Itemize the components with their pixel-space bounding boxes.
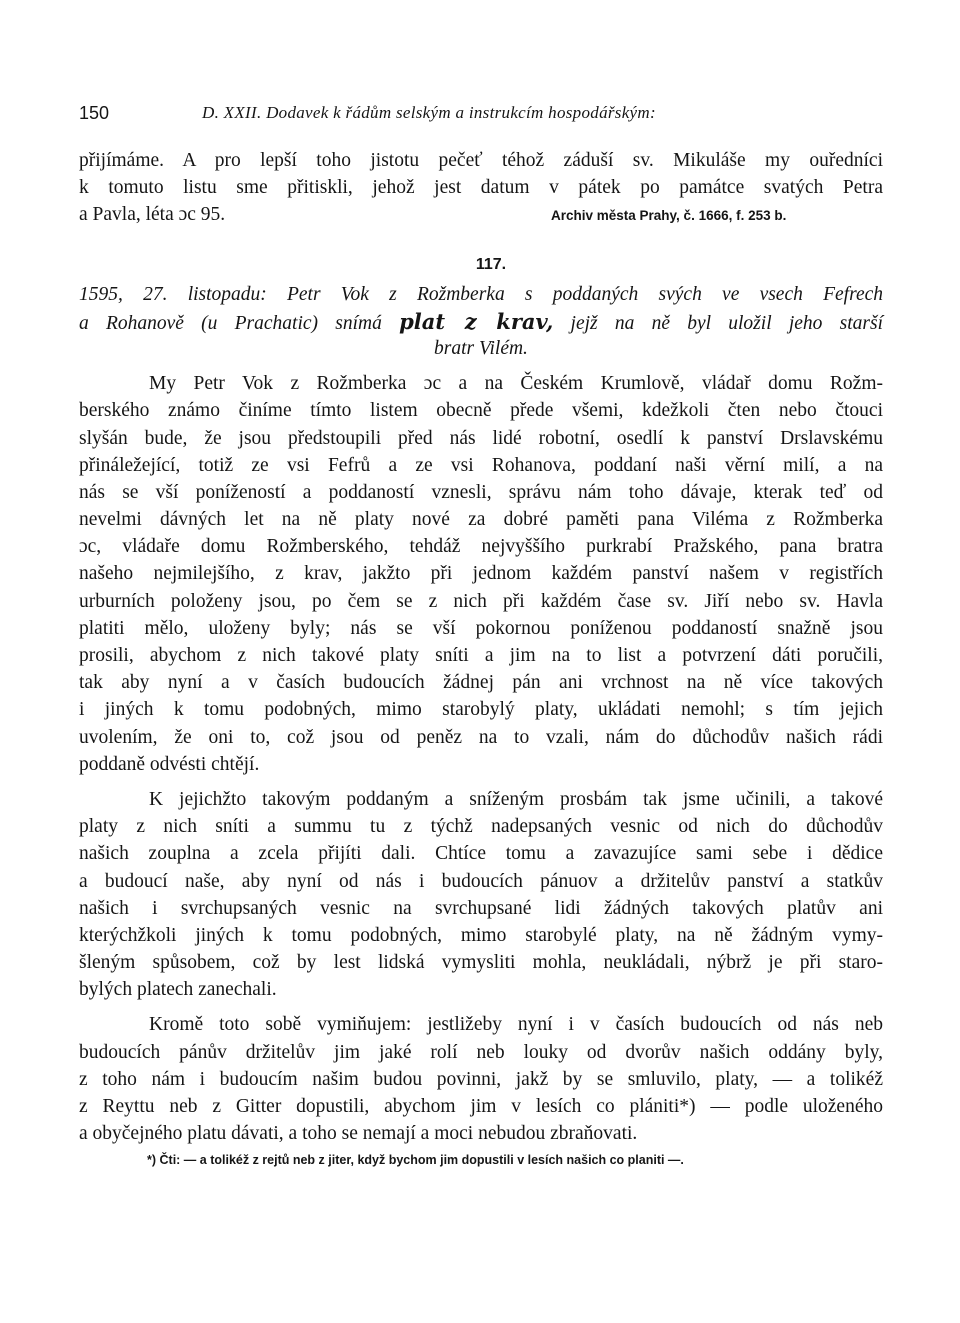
- paragraph-1: [79, 370, 883, 778]
- footnote: *) Čti: — a tolikéž z rejtů neb z jiter, když bychom jim dopustili v lesích našich co planiti —.: [147, 1153, 684, 1168]
- text-line: přijímáme. A pro lepší toho jistotu pečeť téhož záduší sv. Mikuláše my ouředníci: [79, 150, 883, 171]
- text-line: a budoucí naše, aby nyní od nás i budoucích pánuov a držitelův panství a statkův: [79, 870, 883, 892]
- text-line: platiti mělo, uloženy byly; nás se vší pokornou poníženou poddaností snažně jsou: [79, 617, 883, 639]
- text-line: tak aby nyní a v časích budoucích žádnej pán ani vrchnost na ně více takových: [79, 672, 883, 694]
- text-line: K jejichžto takovým poddaným a sníženým prosbám tak jsme učinili, a takové: [149, 788, 883, 810]
- text-line: ɔc, vládaře domu Rožmberského, tehdáž nejvyššího purkrabí Pražského, pana bratra: [79, 536, 883, 558]
- regest-line: [79, 308, 883, 335]
- text-line: bylých platech zanechali.: [79, 979, 277, 1001]
- text-line: platy z nich sníti a summu tu z týchž nadepsaných vesnic od nich do důchodův: [79, 816, 883, 838]
- text-line: uvolením, že oni to, což jsou od peněz na to vzali, nám do důchodův našich rádi: [79, 726, 883, 748]
- text-line: kterýchžkoli jiných k tomu podobných, mimo starobylé platy, na ně žádným vymy-: [79, 924, 883, 946]
- regest: [79, 281, 883, 363]
- text-line: slyšán bude, že jsou předstoupili před nás lidé robotní, osedlí k panství Drslavskému: [79, 427, 883, 449]
- regest-emphasis: plat z krav,: [399, 308, 554, 334]
- text-line: prosili, abychom z nich takové platy sníti a jim na to list a potvrzení dáti poručili,: [79, 645, 883, 666]
- intro-paragraph: [79, 147, 883, 229]
- document-page: [79, 103, 883, 1167]
- page-number: 150: [79, 103, 110, 123]
- text-line: poddaně odvésti chtějí.: [79, 753, 260, 775]
- text-line: našich i svrchupsaných vesnic na svrchupsané lidi žádných takových platův ani: [79, 897, 883, 919]
- document-body: [79, 370, 883, 1147]
- text-line: našich zouplna a zcela přijíti dali. Chtíce tomu a zavazujíce sami sebe i dědice: [79, 843, 883, 865]
- text-line: přináležející, totiž ze vsi Fefrů a ze vsi Rohanova, poddaní naši věrní milí, a na: [79, 454, 883, 476]
- regest-text: a Rohanově (u Prachatic) snímá: [79, 312, 400, 334]
- text-line: berského známo činíme tímto listem obecně přede všemi, kdežkoli čten nebo čtouci: [79, 400, 883, 422]
- text-line: k tomuto listu sme přitiskli, jehož jest datum v pátek po památce svatých Petra: [79, 177, 883, 199]
- regest-line: bratr Vilém.: [434, 337, 528, 359]
- text-line: nevelmi dávných let na ně platy nové za dobré paměti pana Viléma z Rožmberka: [79, 509, 883, 531]
- text-line: z toho nám i budoucím našim budou povinni, jakž by se smluvilo, platy, — a tolikéž: [79, 1068, 883, 1090]
- text-line: budoucích pánův držitelův jim jaké rolí neb louky od dvorův našich oddány byly,: [79, 1041, 883, 1063]
- text-line: Kromě toto sobě vymiňujem: jestližeby nyní i v časích budoucích od nás neb: [149, 1014, 883, 1036]
- text-line: [79, 201, 883, 228]
- paragraph-3: [79, 1011, 883, 1147]
- text-line: a obyčejného platu dávati, a toho se nemají a moci nebudou zbraňovati.: [79, 1123, 638, 1145]
- document-number: 117.: [475, 255, 507, 273]
- running-head: [79, 103, 883, 133]
- text-line: nás se vší ponížeností a poddaností vznesli, správu nám toho dávaje, kterak teď od: [79, 481, 883, 503]
- text-line: našeho nejmilejšího, z krav, jakžto při jednom každém panství našem v registřích: [79, 563, 883, 585]
- text-line: šleným spůsobem, což by lest lidská vymysliti mohla, neukládali, nýbrž je při staro-: [79, 952, 883, 974]
- intro-last-line: a Pavla, léta ɔc 95.: [79, 204, 226, 226]
- regest-line: 1595, 27. listopadu: Petr Vok z Rožmberka s poddaných svých ve vsech Fefrech: [79, 283, 883, 305]
- text-line: My Petr Vok z Rožmberka ɔc a na Českém Krumlově, vládař domu Rožm-: [149, 373, 883, 395]
- regest-text: jejž na ně byl uložil jeho starší: [553, 312, 883, 334]
- text-line: z Reyttu neb z Gitter dopustili, abychom jim v lesích co plániti*) — podle uloženého: [79, 1096, 883, 1117]
- text-line: i jiných k tomu podobných, mimo starobylý platy, ukládati nemohl; s tím jejich: [79, 699, 883, 721]
- running-title: D. XXII. Dodavek k řádům selským a instrukcím hospodářským:: [202, 103, 656, 122]
- paragraph-2: [79, 786, 883, 1004]
- archive-reference: Archiv města Prahy, č. 1666, f. 253 b.: [551, 208, 787, 224]
- text-line: urburních položeny jsou, po čem se z nich při každém čase sv. Jiří nebo sv. Havla: [79, 590, 883, 612]
